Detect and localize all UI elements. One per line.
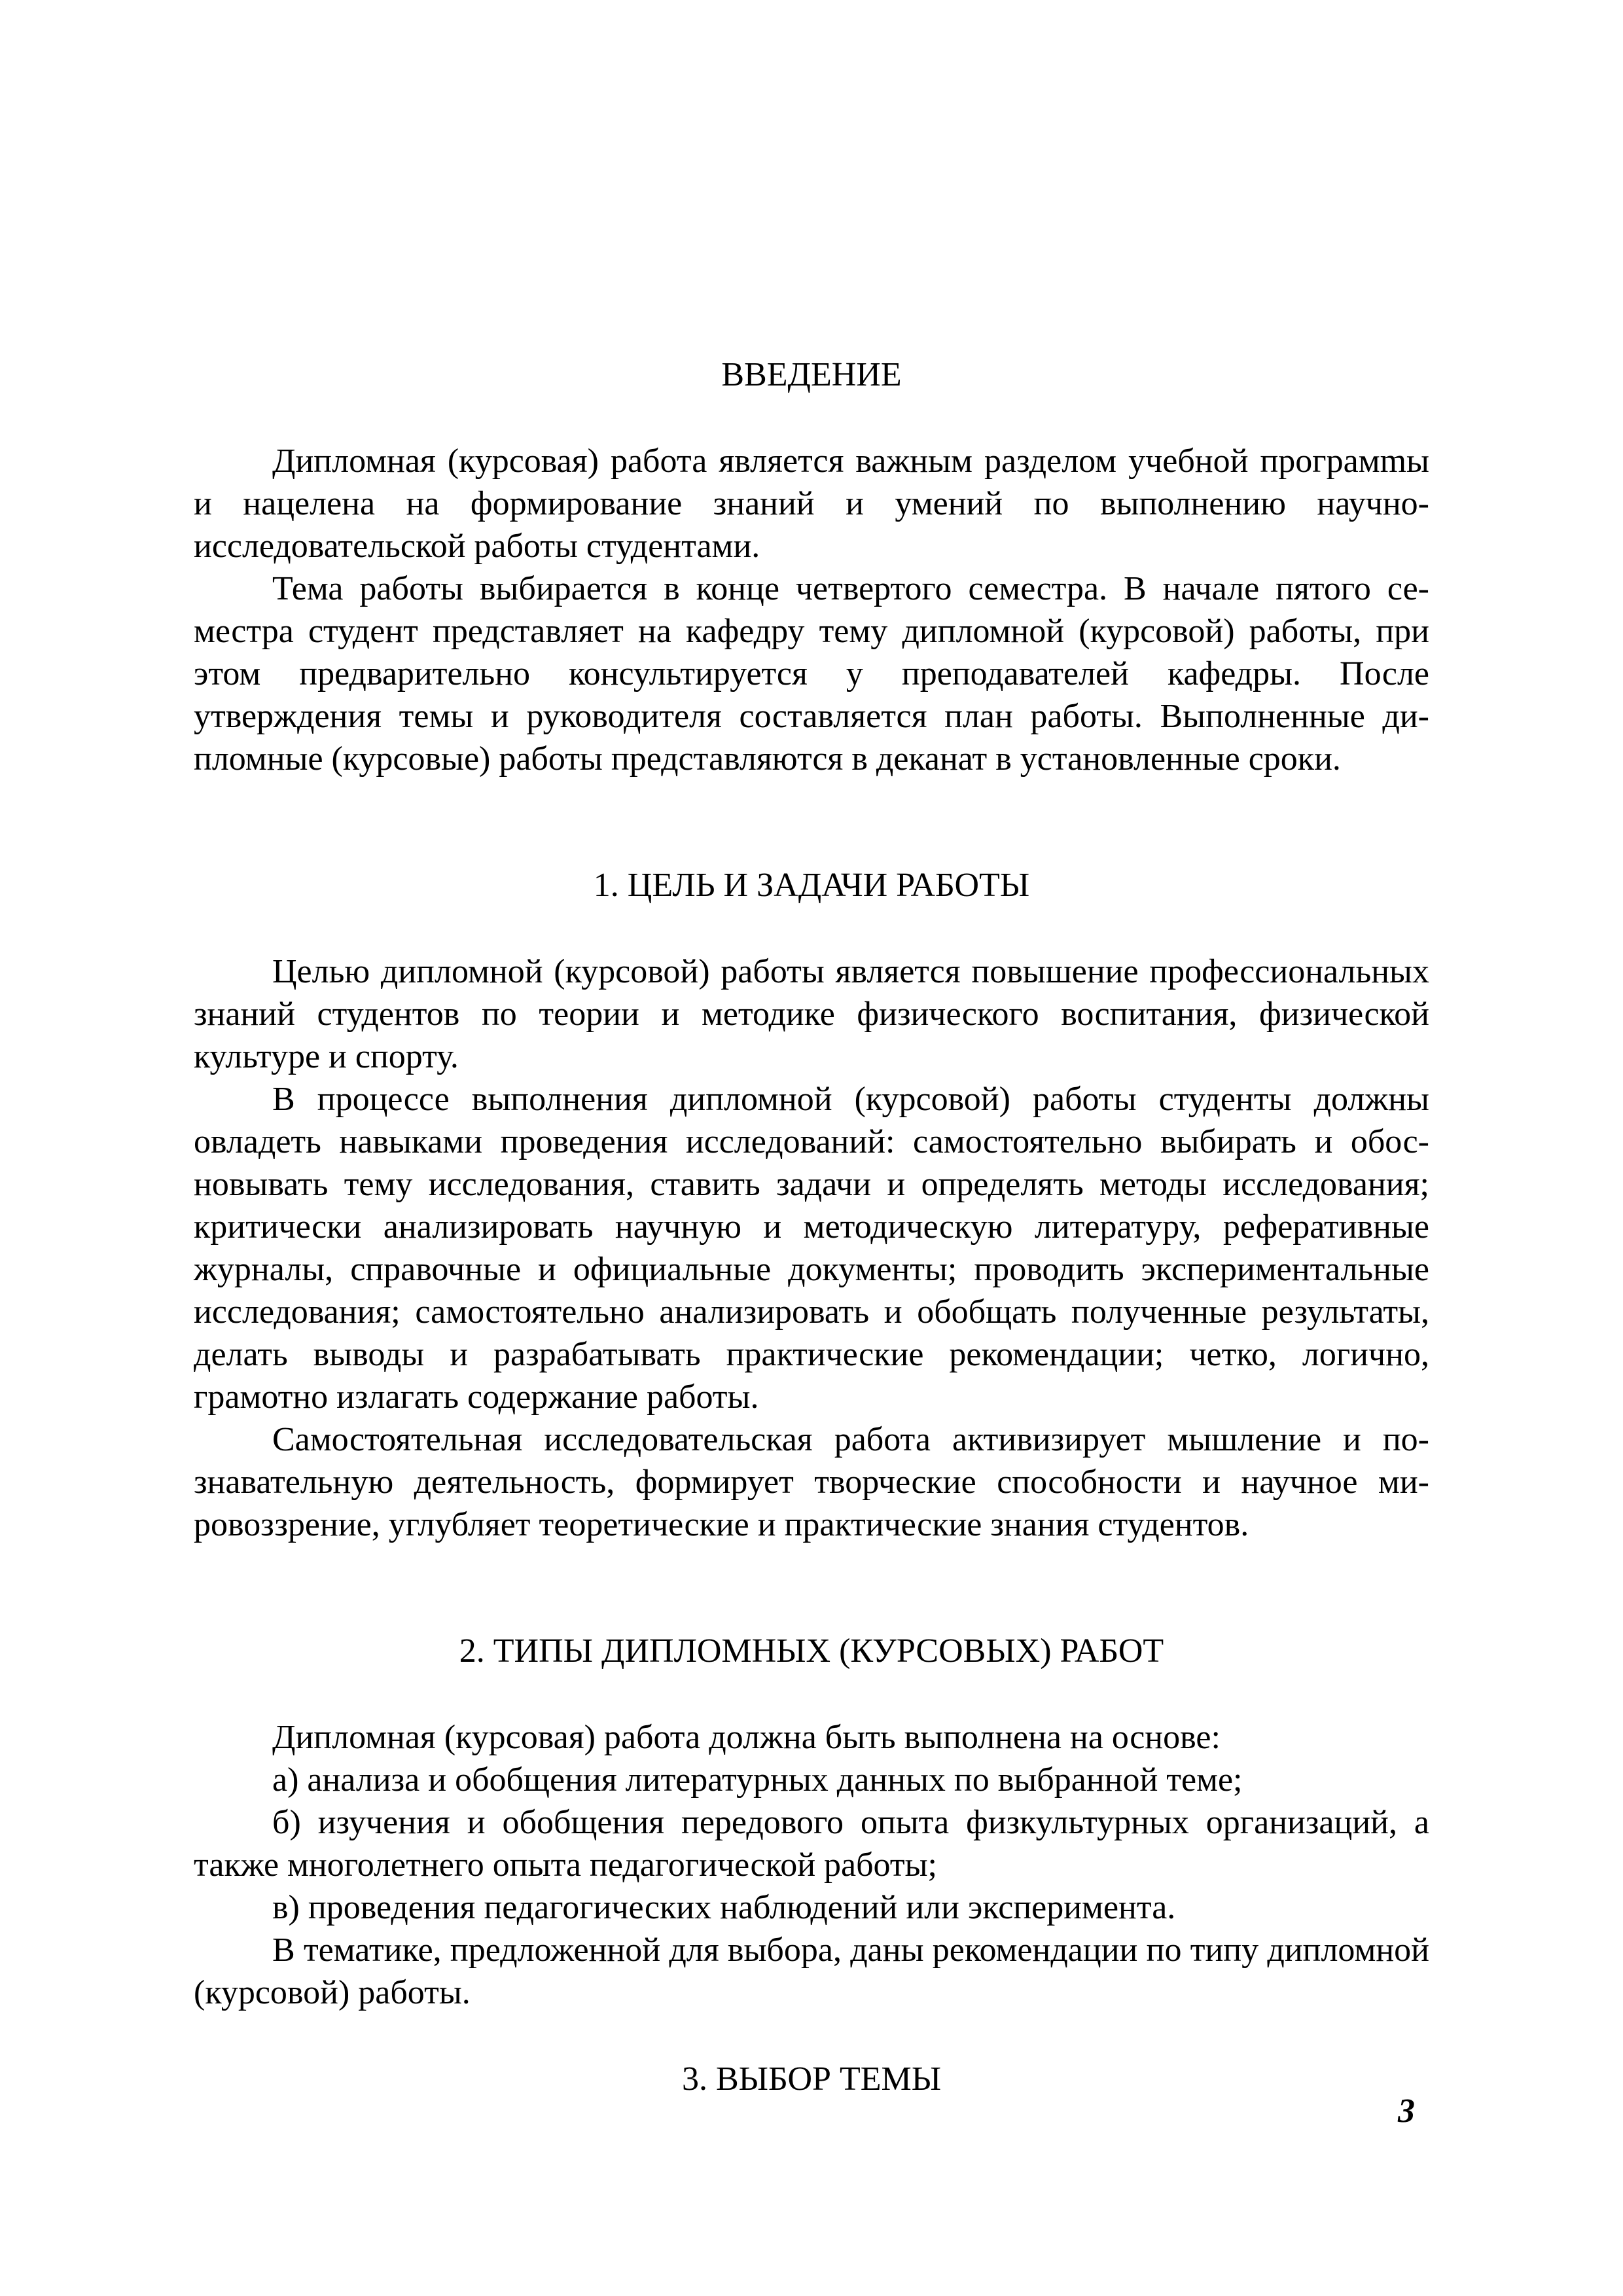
section-1-paragraph-3: Самостоятельная исследовательская работа активизирует мышление и познавательную деятельность, формирует творческие способности и научное мировоззрение, углубляет теоретические и практические знания студентов.: [194, 1421, 1429, 1543]
intro-paragraph-2: Тема работы выбирается в конце четвертого семестра. В начале пятого семестра студент представляет на кафедру тему дипломной (курсовой) работы, при этом предварительно консультируется у преподавателей кафедры. После утверждения темы и руководителя составляется план работы. Выполненные дипломные (курсовые) работы представляются в деканат в установленные сроки.: [194, 570, 1429, 778]
section-2-paragraph-last: В тематике, предложенной для выбора, даны рекомендации по типу дипломной (курсовой) работы.: [194, 1931, 1429, 2011]
section-2-heading: 2. ТИПЫ ДИПЛОМНЫХ (КУРСОВЫХ) РАБОТ: [459, 1632, 1164, 1670]
section-1-paragraph-1: Целью дипломной (курсовой) работы является повышение профессиональных знаний студентов по теории и методике физического воспитания, физической культуре и спорту.: [194, 953, 1429, 1075]
section-2-item-a: а) анализа и обобщения литературных данных по выбранной теме;: [272, 1761, 1243, 1799]
section-2-item-c: в) проведения педагогических наблюдений или эксперимента.: [272, 1889, 1176, 1926]
section-1-heading: 1. ЦЕЛЬ И ЗАДАЧИ РАБОТЫ: [593, 867, 1030, 904]
intro-heading: ВВЕДЕНИЕ: [721, 356, 902, 393]
page-number: 3: [1398, 2092, 1415, 2130]
section-2-item-b: б) изучения и обобщения передового опыта физкультурных организаций, а также многолетнего опыта педагогической работы;: [194, 1804, 1429, 1884]
section-2-paragraph-1: Дипломная (курсовая) работа должна быть выполнена на основе:: [272, 1719, 1221, 1756]
intro-paragraph-1: Дипломная (курсовая) работа является важным разделом учебной програмmы и нацелена на формирование знаний и умений по выполнению научно-исследовательской работы студентами.: [194, 442, 1429, 565]
document-page: [194, 353, 1429, 2100]
section-3-heading: 3. ВЫБОР ТЕМЫ: [681, 2060, 942, 2098]
section-1-paragraph-2: В процессе выполнения дипломной (курсовой) работы студенты должны овладеть навыками проведения исследований: самостоятельно выбирать и обосновывать тему исследования, ставить задачи и определять методы исследования; критически анализировать научную и методическую литературу, реферативные журналы, справочные и официальные документы; проводить экспериментальные исследования; самостоятельно анализировать и обобщать полученные результаты, делать выводы и разрабатывать практические рекомендации; четко, логично, грамотно излагать содержание работы.: [194, 1081, 1429, 1416]
